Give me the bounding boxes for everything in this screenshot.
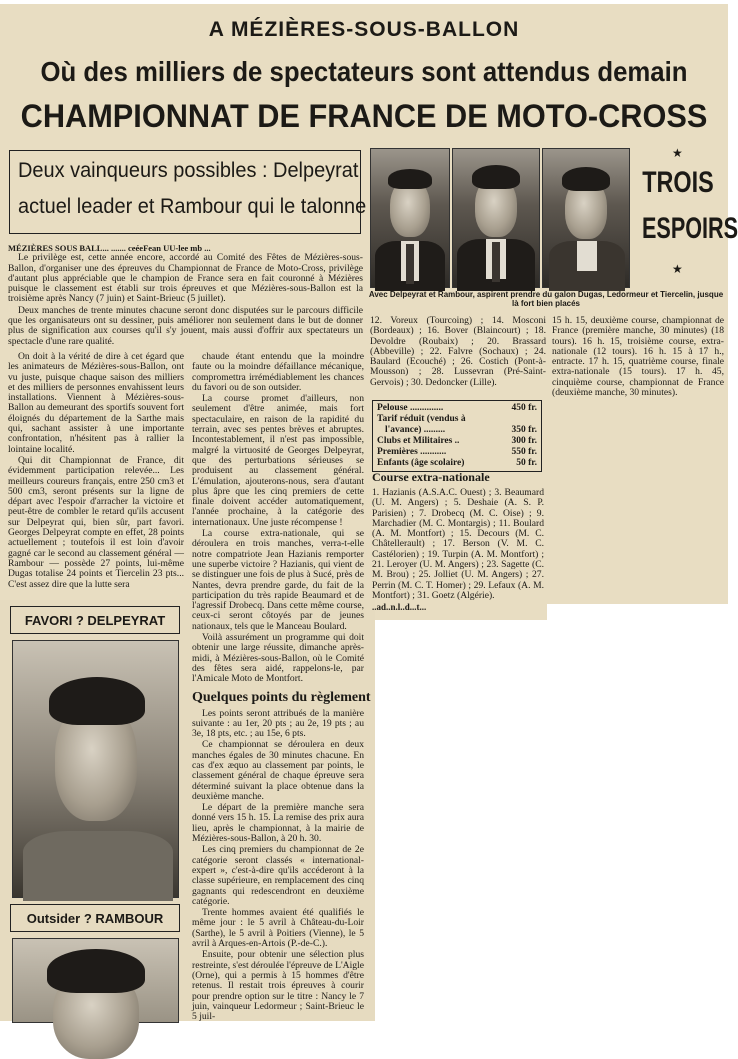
schedule-block	[552, 316, 724, 399]
photo-2	[452, 148, 540, 288]
rules-para: Le départ de la première manche sera donné vers 15 h. 15. La remise des prix aura lieu, après le championnat, à la mairie de Mézières-sous-Ballon, à 20 h. 30.	[192, 802, 364, 845]
headline-1: Où des milliers de spectateurs sont attendus demain	[40, 56, 688, 87]
price-box	[372, 400, 542, 472]
photo-caption: Avec Delpeyrat et Rambour, aspirent prendre du galon Dugas, Ledormeur et Tiercelin, jusque là fort bien placés	[368, 290, 724, 308]
col2-para: chaude étant entendu que la moindre faute ou la moindre défaillance mécanique, compromettra irrémédiablement les chances du favori ou de son outsider.	[192, 351, 364, 393]
rules-para: Ce championnat se déroulera en deux manches égales de 30 minutes chacune. En cas d'ex æquo au classement par points, le classement général de chaque épreuve sera déterminé suivant la place obtenue dans la deuxième manche.	[192, 739, 364, 802]
sidebar-line-1: TROIS	[642, 166, 714, 199]
col2-para: La course extra-nationale, qui se déroulera en trois manches, verra-t-elle notre compatriote Jean Hazianis remporter une superbe victoire ? Hazianis, qui vient de se distinguer une fois de plus à Sucé, près de Nantes, devra prendre garde, du fait de la participation du très rapide Beaumard et de l'agressif Drobecq. Dans cette même course, ceux-ci seront côtoyés par de jeunes nationaux, tels que le Manceau Boulard.	[192, 528, 364, 632]
photo-3	[542, 148, 630, 288]
outsider-label: Outsider ? RAMBOUR	[10, 904, 180, 932]
price-row: Clubs et Militaires .. 300 fr.	[377, 436, 537, 446]
col2-para: La course promet d'ailleurs, non seulement d'être animée, mais fort spectaculaire, en raison de la rapidité du terrain, avec ses pentes brèves et abruptes. Incontestablement, il n'est pas impossible, malgré la virtuosité de Georges Delpeyrat, que des perturbations sérieuses se produisent au classement général. L'émulation, ajouterons-nous, sera d'autant plus âpre que les cinq premiers de cette finale doivent accéder automatiquement, l'année prochaine, à la catégorie des internationaux. Une juste récompense !	[192, 393, 364, 528]
rules-para: Les points seront attribués de la manière suivante : au 1er, 20 pts ; au 2e, 19 pts ; au 3e, 18 pts, etc. ; au 15e, 6 pts.	[192, 707, 364, 740]
column-1	[8, 352, 184, 591]
rules-para: Les cinq premiers du championnat de 2e catégorie seront classés « international-expert », c'est-à-dire qu'ils accéderont à la classe supérieure, en remplacement des cinq gagnants qui redescendront en deuxième catégorie.	[192, 844, 364, 907]
extra-title: Course extra-nationale	[372, 470, 490, 484]
kicker: A MÉZIÈRES-SOUS-BALLON	[208, 18, 520, 41]
col1-para: On doit à la vérité de dire à cet égard que les animateurs de Mézières-sous-Ballon, ont vu juste, puisque chaque saison des milliers et des milliers de personnes envahissent leurs installations. Viennent à Mézières-sous-Ballon au demeurant des sportifs souvent fort éloignés du département de la Sarthe mais qui, sachant assister à une importante confrontation, n'hésitent pas à rallier la lointaine localité.	[8, 351, 184, 455]
star-top: ★	[672, 146, 683, 160]
intro-block	[8, 243, 363, 348]
deck-box	[9, 150, 367, 234]
extra-block	[372, 470, 544, 613]
sidebar-line-2: ESPOIRS	[642, 212, 738, 245]
intro-para: Le privilège est, cette année encore, accordé au Comité des Fêtes de Mézières-sous-Ballon, d'organiser une des épreuves du Championnat de France de Moto-Cross, privilège d'autant plus appréciable que le champion de France sera en fait couronné à Mézières puisque le classement est établi sur trois épreuves et que Mézières-sous-Ballon est la troisième après Nancy (7 juin) et Saint-Brieuc (5 juillet).	[8, 252, 363, 305]
price-row: l'avance) ......... 350 fr.	[385, 425, 537, 435]
price-row: Tarif réduit (vendus à	[377, 414, 466, 424]
entrants-block	[370, 316, 546, 389]
column-2	[192, 351, 371, 1023]
photo-rambour	[12, 938, 179, 1023]
headline-2: CHAMPIONNAT DE FRANCE DE MOTO-CROSS	[20, 98, 708, 134]
photo-1	[370, 148, 450, 288]
entrants: 12. Voreux (Tourcoing) ; 14. Mosconi (Bordeaux) ; 16. Bover (Blaincourt) ; 18. Devoldre (Roubaix) ; 20. Brassard (Abbeville) ; 22. Falvre (Sochaux) ; 24. Baulard (Ecouché) ; 26. Costich (Pont-à-Mousson) ; 28. Lussevran (Pré-Saint-Gervois) ; 30. Dedoncker (Lille).	[370, 315, 546, 388]
price-row: Premières ........... 550 fr.	[377, 447, 537, 457]
rules-para: Trente hommes avaient été qualifiés le même jour : le 5 avril à Château-du-Loir (Sarthe), le 5 avril à Poitiers (Vienne), le 5 avril à Arques-en-Artois (P.-de-C.).	[192, 907, 364, 950]
favori-label: FAVORI ? DELPEYRAT	[10, 606, 180, 634]
price-row: Pelouse .............. 450 fr.	[377, 403, 537, 413]
deck-line-2: actuel leader et Rambour qui le talonne	[18, 195, 367, 218]
photo-delpeyrat	[12, 640, 179, 898]
deck-line-1: Deux vainqueurs possibles : Delpeyrat	[18, 159, 359, 182]
col2-para: Voilà assurément un programme qui doit obtenir une large réussite, dimanche après-midi, à Mézières-sous-Ballon, où le Comité des fêtes sera aidé, rappelons-le, par l'Amicale Moto de Montfort.	[192, 632, 364, 685]
extra-cut: ..ad..n.l..d...t...	[372, 602, 427, 613]
extra-list: 1. Hazianis (A.S.A.C. Ouest) ; 3. Beaumard (U. M. Angers) ; 5. Deshaie (A. S. P. Parisien) ; 7. Drobecq (M. C. Oise) ; 9. Marchadier (M. C. Montargis) ; 11. Boulard (A. M. Montfort) ; 15. Decours (M. C. Châtellerault) ; 17. Berson (V. M. C. Castélorien) ; 19. Turpin (A. M. Montfort) ; 21. Leroyer (U. M. Angers) ; 23. Sagette (C. M. Brou) ; 25. Jolliet (U. M. Angers) ; 27. Perrin (M. C. T. Homer) ; 29. Lefaux (A. M. Montfort) ; 31. Goetz (Algérie).	[372, 487, 544, 601]
intro-para: Deux manches de trente minutes chacune seront donc disputées sur le parcours difficile que les organisateurs ont su dessiner, puis améliorer non seulement dans le but de donner plus de signification aux courses qu'il s'y jouent, mais aussi d'offrir aux spectateurs un spectacle d'une rare qualité.	[8, 304, 363, 347]
dateline: MÉZIÈRES SOUS BALL... ....... ceéeFean UU-lee mb ...	[8, 243, 211, 253]
rules-title: Quelques points du règlement	[192, 689, 371, 705]
star-bottom: ★	[672, 262, 683, 276]
price-row: Enfants (âge scolaire) 50 fr.	[377, 458, 537, 468]
schedule: 15 h. 15, deuxième course, championnat de France (première manche, 30 minutes) (18 tours). 16 h. 15, troisième course, extra-nationale (12 tours). 16 h. 15 à 17 h., entracte. 17 h. 15, quatrième course, finale extra-nationale (15 tours). 17 h. 45, cinquième course, championnat de France (deuxième manche, 30 minutes).	[552, 315, 724, 399]
col1-para: Qui dit Championnat de France, dit évidemment participation relevée... Les meilleurs coureurs français, entre 250 cm3 et 500 cm3, seront présents sur la ligne de départ avec l'espoir d'arracher la victoire et peut-être de combler le retard qu'ils accusent sur Delpeyrat qui, bien sûr, part favori. Georges Delpeyrat compte en effet, 28 points actuellement ; toutefois il est loin d'avoir gagné car le second au classement général — Rambour — possède 27 points, lui-même Dugas totalise 24 points et Tiercelin 23 pts... C'est assez dire que la lutte sera	[8, 454, 184, 590]
rules-para: Ensuite, pour obtenir une sélection plus restreinte, s'est déroulée l'épreuve de L'Aigle (Orne), qui a permis à 15 hommes d'être retenus. Il restait trois épreuves à courir pour prendre option sur le titre : Nancy le 7 juin, vainqueur Ledormeur ; Saint-Brieuc le 5 juil-	[192, 949, 364, 1023]
